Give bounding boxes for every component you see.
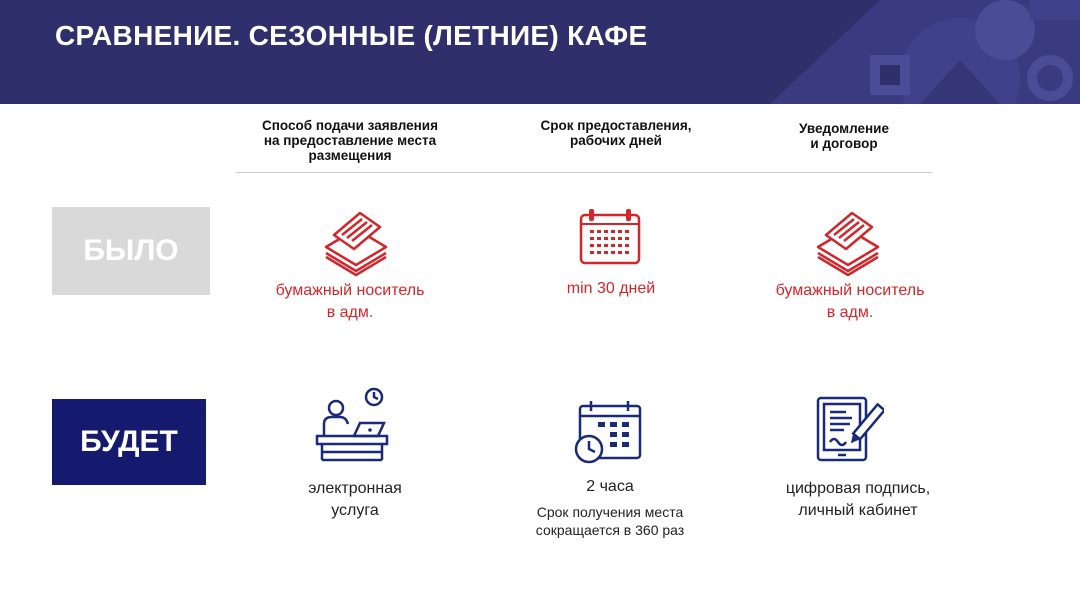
person-at-laptop-icon (312, 386, 392, 462)
new-notice-caption: цифровая подпись, личный кабинет (785, 480, 931, 519)
column-header-term: Срок предоставления, рабочих дней (540, 118, 692, 148)
decorative-shapes-icon (750, 0, 1080, 104)
header-banner (0, 0, 1080, 104)
old-term-caption: min 30 дней (566, 280, 656, 297)
page-title: СРАВНЕНИЕ. СЕЗОННЫЕ (ЛЕТНИЕ) КАФЕ (55, 20, 648, 51)
new-method-caption: электронная услуга (308, 480, 402, 519)
old-notice-caption: бумажный носитель в адм. (775, 282, 925, 321)
calendar-clock-icon (572, 400, 644, 464)
row-label-old: БЫЛО (52, 207, 210, 295)
paper-stack-icon (320, 205, 392, 277)
tablet-signature-icon (814, 396, 884, 462)
new-term-caption: 2 часа (586, 478, 634, 495)
row-label-new: БУДЕТ (52, 399, 206, 485)
calendar-icon (578, 208, 642, 266)
old-method-caption: бумажный носитель в адм. (275, 282, 425, 321)
header-divider (236, 172, 932, 173)
new-term-note: Срок получения места сокращается в 360 раз (535, 504, 685, 538)
paper-stack-icon (812, 205, 884, 277)
column-header-notice: Уведомление и договор (798, 121, 889, 151)
column-header-method: Способ подачи заявления на предоставление места размещения (262, 118, 438, 163)
